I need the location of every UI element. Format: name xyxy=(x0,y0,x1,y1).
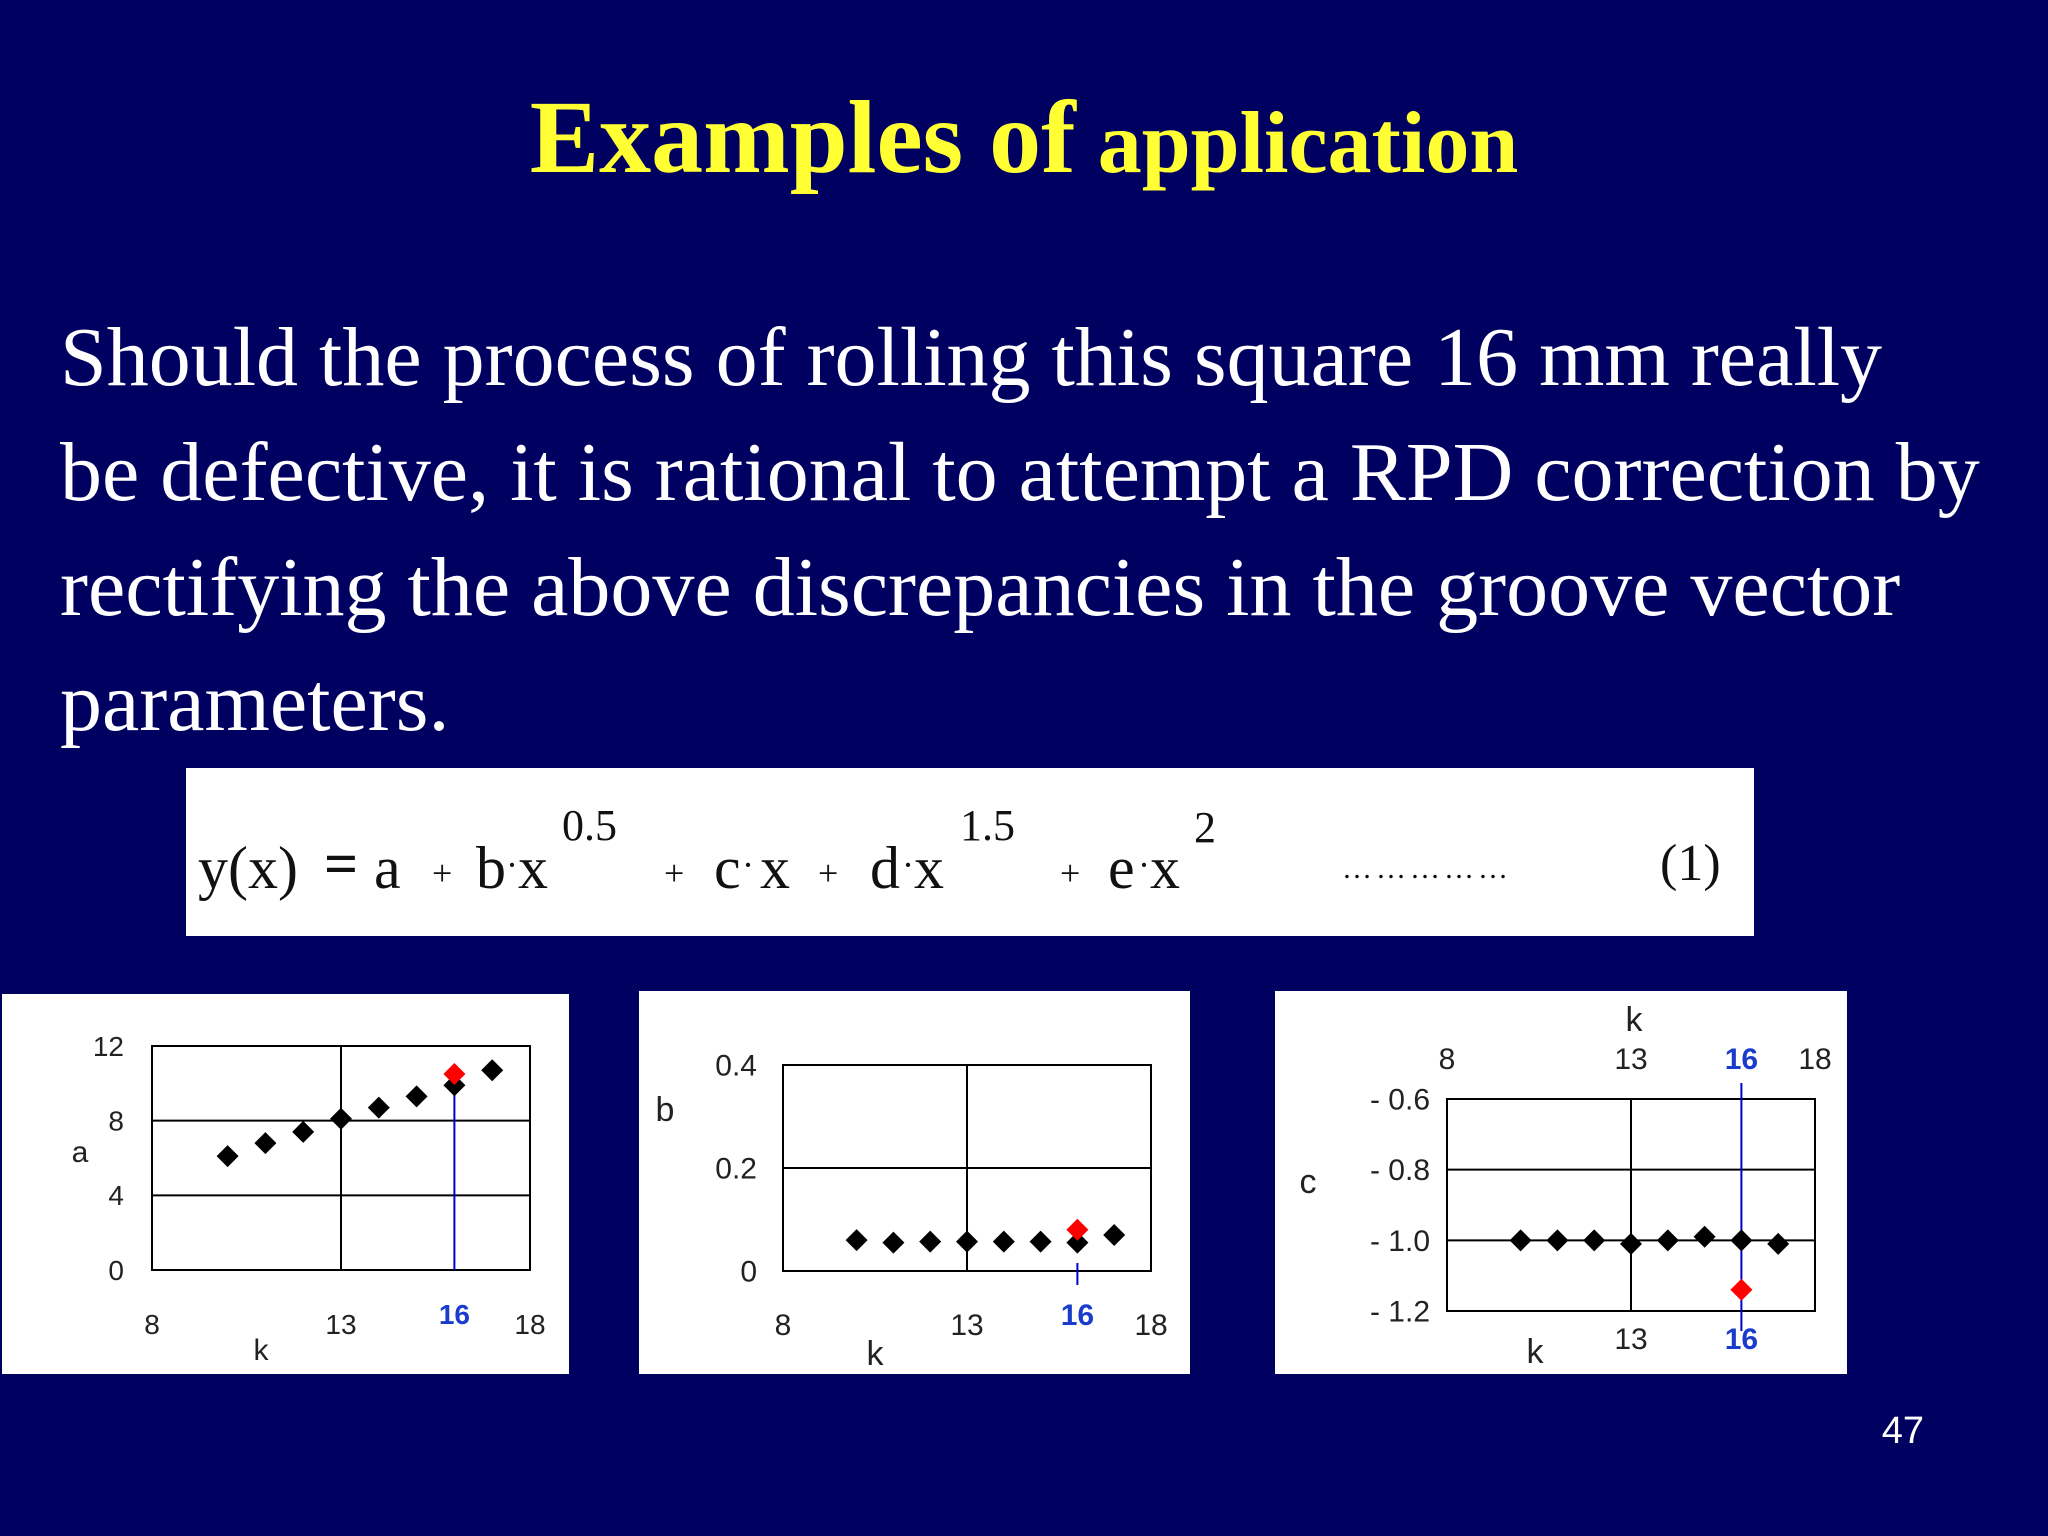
data-point xyxy=(1546,1229,1568,1251)
y-tick-label: - 0.8 xyxy=(1369,1154,1430,1188)
data-point xyxy=(1730,1229,1752,1251)
chart-c xyxy=(1275,991,1847,1374)
paragraph-line: Should the process of rolling this square 16 mm really xyxy=(60,311,1883,404)
data-point xyxy=(1510,1229,1532,1251)
paragraph-line: be defective, it is rational to attempt a RPD correction by xyxy=(60,426,1980,519)
data-point xyxy=(406,1085,428,1107)
highlight-point xyxy=(1730,1279,1752,1301)
x-tick-label-top: 16 xyxy=(1724,1043,1759,1076)
formula-equals: = xyxy=(324,831,359,897)
x-tick-label: 16 xyxy=(1060,1299,1095,1332)
data-point xyxy=(1030,1231,1052,1253)
x-tick-label-top: 8 xyxy=(1438,1043,1456,1076)
data-point xyxy=(882,1232,904,1254)
formula-x: x xyxy=(914,835,944,901)
formula-leader-dots: …………… xyxy=(1342,852,1512,885)
formula-box xyxy=(186,768,1754,936)
x-axis-label: k xyxy=(1526,1333,1544,1371)
chart-a-svg xyxy=(2,994,569,1374)
formula-x: x xyxy=(1150,835,1180,901)
page-number: 47 xyxy=(1881,1410,1924,1452)
y-tick-label: - 1.2 xyxy=(1369,1295,1430,1329)
chart-b-svg xyxy=(639,991,1190,1374)
x-tick-label: 13 xyxy=(950,1309,984,1342)
x-tick-label-top: 18 xyxy=(1798,1043,1832,1076)
formula-exp-d: 1.5 xyxy=(960,801,1015,850)
data-point xyxy=(993,1231,1015,1253)
slide-title xyxy=(0,78,2048,197)
data-point xyxy=(1694,1226,1716,1248)
data-point xyxy=(330,1108,352,1130)
y-axis-label: c xyxy=(1299,1163,1317,1201)
formula-plus: + xyxy=(664,853,685,893)
data-point xyxy=(1583,1229,1605,1251)
title-rest: application xyxy=(1075,95,1519,192)
data-point xyxy=(1767,1233,1789,1255)
data-point xyxy=(1620,1233,1642,1255)
formula-x: x xyxy=(760,835,790,901)
x-tick-label-bottom: 16 xyxy=(1724,1323,1759,1356)
data-point xyxy=(368,1097,390,1119)
x-tick-label: 18 xyxy=(514,1309,546,1340)
data-point xyxy=(217,1145,239,1167)
data-point xyxy=(846,1229,868,1251)
x-tick-label-bottom: 13 xyxy=(1614,1323,1648,1356)
title-main: Examples of xyxy=(529,80,1076,195)
y-tick-label: 4 xyxy=(108,1180,124,1212)
x-tick-label-top: 13 xyxy=(1614,1043,1648,1076)
formula-plus: + xyxy=(432,853,453,893)
data-point xyxy=(292,1121,314,1143)
y-tick-label: 8 xyxy=(108,1105,124,1137)
data-point xyxy=(481,1059,503,1081)
x-tick-label: 8 xyxy=(774,1309,792,1342)
paragraph-line: parameters. xyxy=(60,656,450,749)
y-tick-label: 0.2 xyxy=(715,1152,757,1186)
x-tick-label: 16 xyxy=(438,1299,470,1330)
y-axis-label: b xyxy=(655,1091,675,1129)
formula-exp-b: 0.5 xyxy=(562,801,617,850)
highlight-point xyxy=(1066,1219,1088,1241)
formula-e: e xyxy=(1108,835,1135,901)
highlight-point xyxy=(443,1063,465,1085)
formula-b: b xyxy=(476,835,506,901)
y-tick-label: 0.4 xyxy=(715,1049,757,1083)
data-point xyxy=(956,1231,978,1253)
formula-dot: · xyxy=(506,845,518,885)
y-tick-label: 12 xyxy=(92,1030,124,1062)
data-point xyxy=(1657,1229,1679,1251)
formula-x: x xyxy=(518,835,548,901)
y-axis-label: a xyxy=(71,1136,89,1169)
data-point xyxy=(1103,1224,1125,1246)
data-point xyxy=(919,1231,941,1253)
data-point xyxy=(254,1132,276,1154)
y-tick-label: - 1.0 xyxy=(1369,1224,1430,1258)
y-tick-label: - 0.6 xyxy=(1369,1083,1430,1117)
chart-c-svg xyxy=(1275,991,1847,1374)
x-axis-label: k xyxy=(866,1335,884,1373)
paragraph-line: rectifying the above discrepancies in the groove vector xyxy=(60,541,1901,634)
formula-dot: · xyxy=(902,845,914,885)
equation-number: (1) xyxy=(1660,835,1721,892)
formula-exp-e: 2 xyxy=(1194,803,1216,852)
x-tick-label: 18 xyxy=(1134,1309,1168,1342)
formula-d: d xyxy=(870,835,900,901)
x-tick-label: 13 xyxy=(325,1309,357,1340)
x-axis-label-top: k xyxy=(1625,1001,1643,1039)
x-tick-label: 8 xyxy=(144,1309,160,1340)
y-tick-label: 0 xyxy=(740,1255,757,1289)
formula-dot: · xyxy=(1138,845,1150,885)
chart-b xyxy=(639,991,1190,1374)
y-tick-label: 0 xyxy=(108,1254,124,1286)
formula-plus: + xyxy=(1060,853,1081,893)
formula-plus: + xyxy=(818,853,839,893)
formula-lhs: y(x) xyxy=(198,835,298,901)
formula-c: c xyxy=(714,835,741,901)
chart-a xyxy=(2,994,569,1374)
formula-a: a xyxy=(374,835,401,901)
formula-dot: · xyxy=(742,845,754,885)
body-paragraph xyxy=(60,300,2020,760)
x-axis-label: k xyxy=(253,1334,269,1367)
